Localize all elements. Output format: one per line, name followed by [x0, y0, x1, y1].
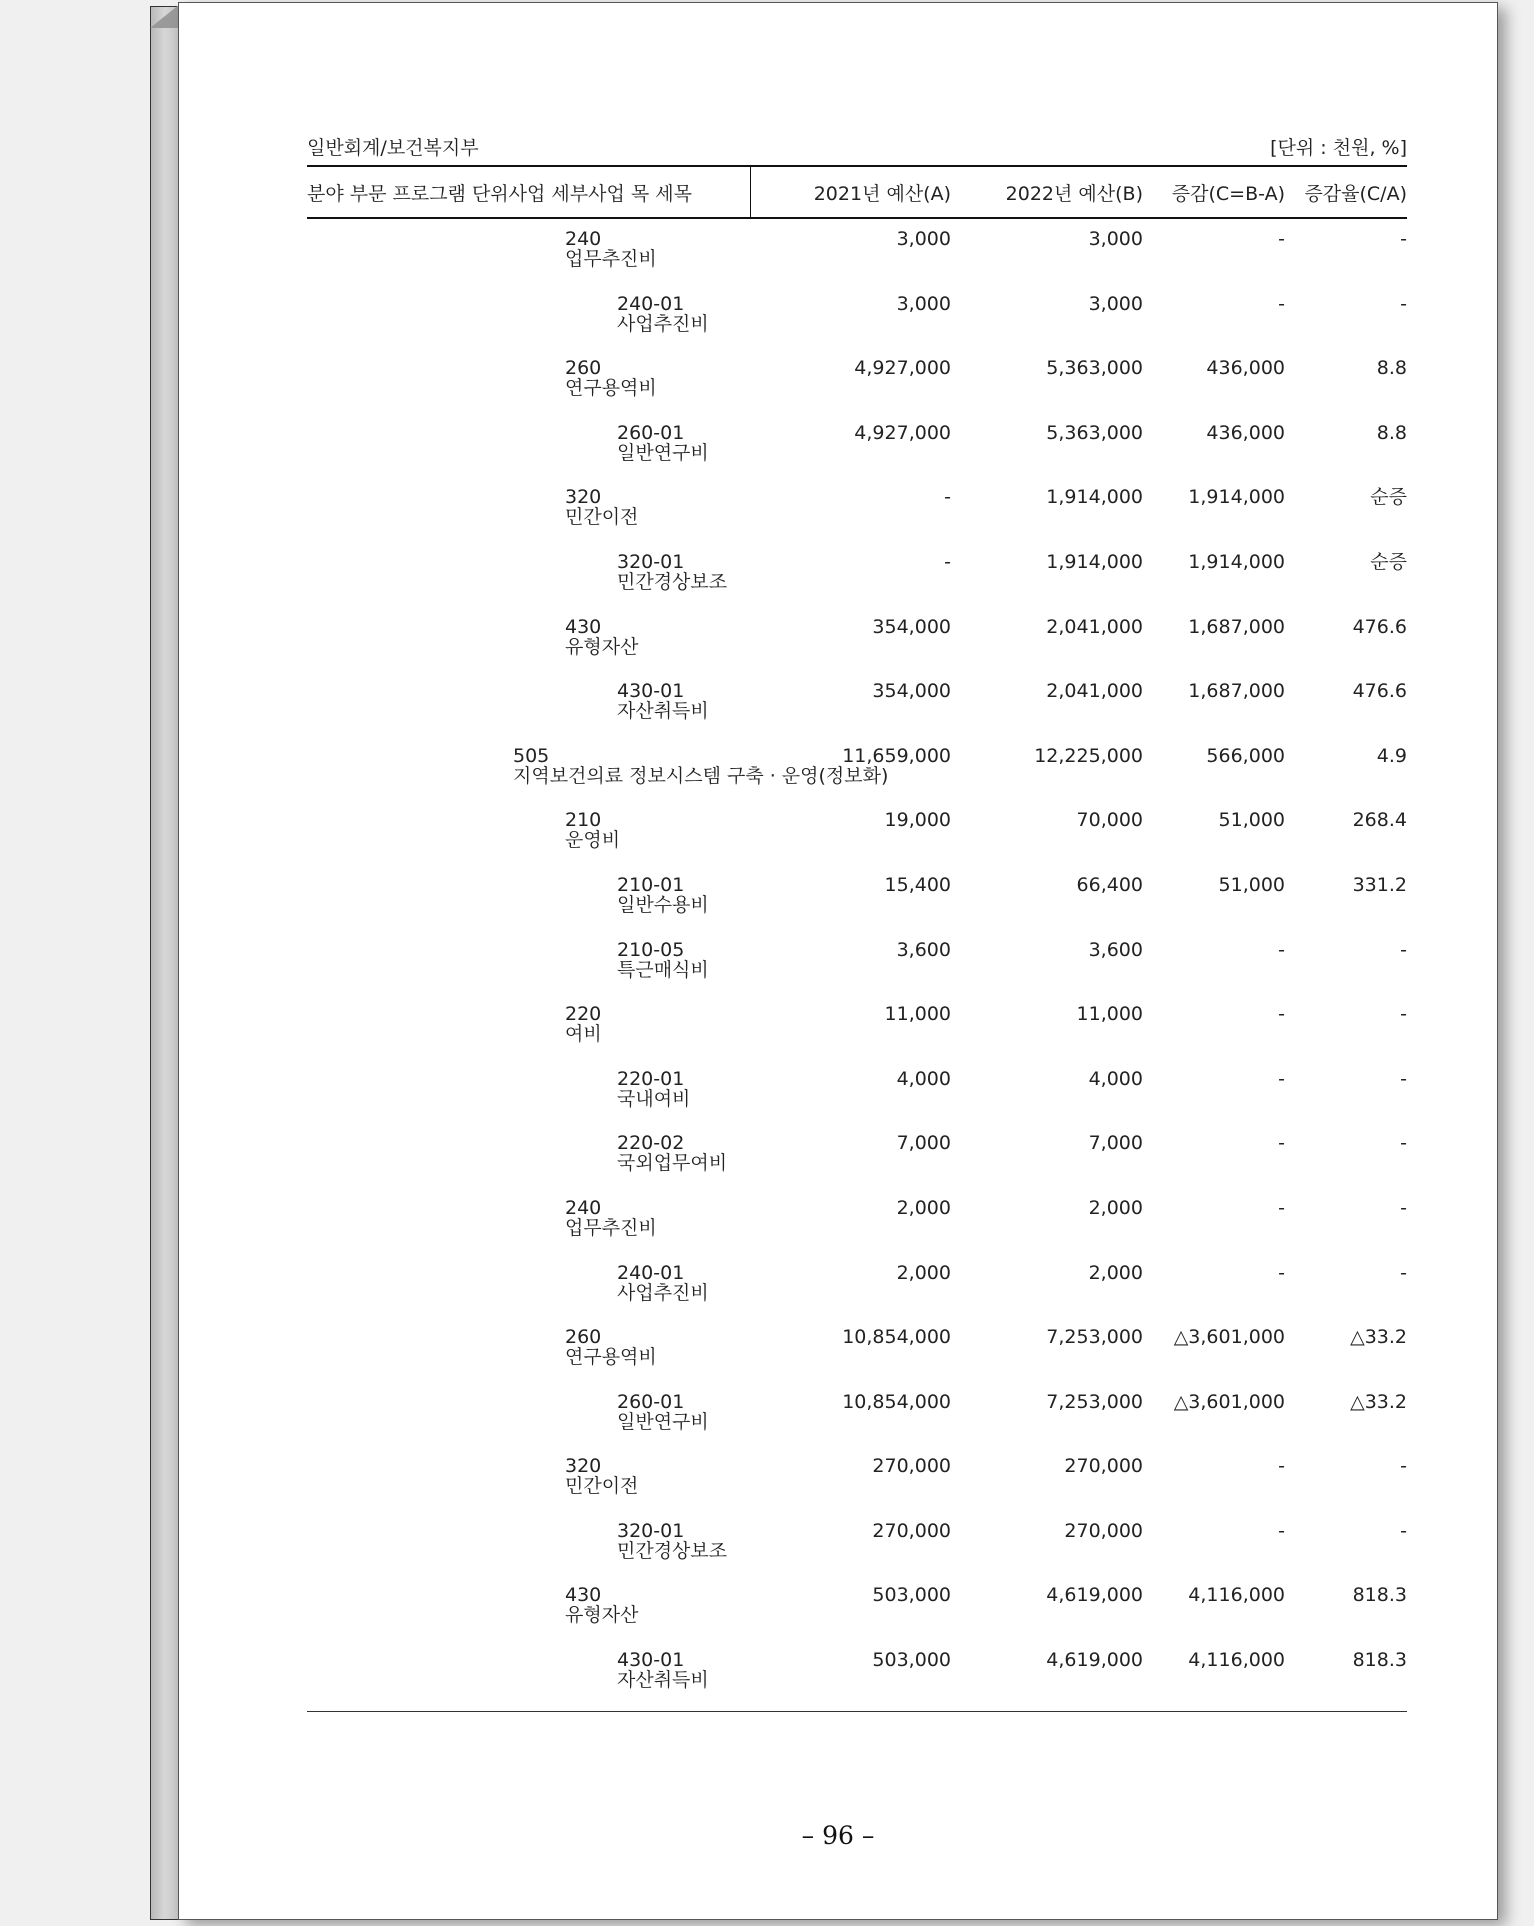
row-name: 자산취득비 — [617, 1669, 709, 1692]
change-amount-cell: 566,000 — [1206, 744, 1285, 767]
row-item — [307, 423, 751, 488]
change-amount-cell: - — [1278, 228, 1285, 250]
row-name: 일반연구비 — [617, 441, 709, 464]
row-code: 320 — [565, 1455, 602, 1478]
change-rate-cell: △33.2 — [1350, 1390, 1407, 1413]
change-amount-cell: 1,914,000 — [1188, 486, 1285, 509]
row-item — [307, 681, 751, 746]
row-name: 여비 — [565, 1023, 602, 1046]
row-item — [307, 875, 751, 940]
change-amount-cell: - — [1278, 1196, 1285, 1219]
row-code: 240-01 — [617, 1261, 685, 1284]
budget-2021-cell: 354,000 — [872, 680, 951, 703]
table-row — [307, 1133, 1407, 1198]
budget-2022-cell: 1,914,000 — [1046, 550, 1143, 573]
table-row — [307, 617, 1407, 682]
row-item — [307, 940, 751, 1005]
budget-2022-cell: 2,000 — [1088, 1196, 1143, 1219]
budget-2022-cell: 270,000 — [1064, 1519, 1143, 1542]
change-amount-cell: △3,601,000 — [1173, 1390, 1285, 1413]
change-rate-cell: 8.8 — [1376, 421, 1407, 444]
budget-2021-cell: 3,600 — [896, 938, 951, 961]
table-row — [307, 552, 1407, 617]
column-header-2021: 2021년 예산(A) — [813, 182, 951, 205]
row-name: 업무추진비 — [565, 248, 657, 270]
row-code: 260-01 — [617, 421, 685, 444]
row-item — [307, 487, 751, 552]
budget-2021-cell: 3,000 — [896, 228, 951, 250]
table-row — [307, 1585, 1407, 1650]
change-rate-cell: 268.4 — [1352, 809, 1407, 832]
budget-2021-cell: 4,000 — [896, 1067, 951, 1090]
row-name: 국외업무여비 — [617, 1152, 728, 1175]
table-body — [307, 219, 1407, 1715]
change-rate-cell: - — [1400, 1455, 1407, 1478]
change-rate-cell: 818.3 — [1352, 1649, 1407, 1672]
table-row — [307, 1198, 1407, 1263]
budget-2022-cell: 4,000 — [1088, 1067, 1143, 1090]
row-item — [307, 1521, 751, 1586]
change-amount-cell: 1,687,000 — [1188, 615, 1285, 638]
budget-2022-cell: 2,000 — [1088, 1261, 1143, 1284]
table-row — [307, 1263, 1407, 1328]
budget-2022-cell: 3,600 — [1088, 938, 1143, 961]
column-header-rate: 증감율(C/A) — [1304, 182, 1407, 205]
change-amount-cell: - — [1278, 1132, 1285, 1155]
row-item — [307, 1263, 751, 1328]
column-header — [307, 167, 1407, 219]
budget-2022-cell: 7,253,000 — [1046, 1390, 1143, 1413]
row-item — [307, 1650, 751, 1715]
row-item — [307, 229, 751, 294]
change-amount-cell: - — [1278, 1003, 1285, 1026]
change-rate-cell: - — [1400, 1196, 1407, 1219]
change-amount-cell: - — [1278, 1067, 1285, 1090]
change-rate-cell: 818.3 — [1352, 1584, 1407, 1607]
change-rate-cell: - — [1400, 1519, 1407, 1542]
row-name: 사업추진비 — [617, 312, 709, 335]
change-amount-cell: 1,687,000 — [1188, 680, 1285, 703]
row-code: 320 — [565, 486, 602, 509]
budget-2021-cell: 10,854,000 — [842, 1390, 951, 1413]
budget-2021-cell: 3,000 — [896, 292, 951, 315]
budget-2022-cell: 3,000 — [1088, 292, 1143, 315]
change-amount-cell: - — [1278, 1455, 1285, 1478]
budget-2021-cell: 503,000 — [872, 1649, 951, 1672]
row-code: 210 — [565, 809, 602, 832]
row-code: 210-01 — [617, 873, 685, 896]
budget-2021-cell: 270,000 — [872, 1455, 951, 1478]
table-row — [307, 294, 1407, 359]
row-code: 505 — [513, 744, 550, 767]
row-code: 320-01 — [617, 550, 685, 573]
change-rate-cell: 476.6 — [1352, 615, 1407, 638]
budget-2022-cell: 4,619,000 — [1046, 1584, 1143, 1607]
row-item — [307, 294, 751, 359]
budget-2021-cell: 15,400 — [884, 873, 951, 896]
change-rate-cell: - — [1400, 1132, 1407, 1155]
table-row — [307, 681, 1407, 746]
table-row — [307, 1456, 1407, 1521]
budget-2022-cell: 7,000 — [1088, 1132, 1143, 1155]
row-code: 430 — [565, 1584, 602, 1607]
row-name: 연구용역비 — [565, 1346, 657, 1369]
change-rate-cell: - — [1400, 1003, 1407, 1026]
table-row — [307, 1327, 1407, 1392]
row-name: 연구용역비 — [565, 377, 657, 400]
unit-label: [단위 : 천원, %] — [1270, 137, 1407, 159]
budget-2021-cell: 2,000 — [896, 1196, 951, 1219]
change-amount-cell: 51,000 — [1218, 809, 1285, 832]
row-item — [307, 1198, 751, 1263]
row-item — [307, 1585, 751, 1650]
budget-2021-cell: 2,000 — [896, 1261, 951, 1284]
book-spine-corner — [150, 4, 180, 28]
table-row — [307, 358, 1407, 423]
row-name: 업무추진비 — [565, 1216, 657, 1239]
budget-2022-cell: 3,000 — [1088, 228, 1143, 250]
budget-2022-cell: 270,000 — [1064, 1455, 1143, 1478]
column-header-2022: 2022년 예산(B) — [1005, 182, 1143, 205]
budget-2022-cell: 4,619,000 — [1046, 1649, 1143, 1672]
change-rate-cell: 8.8 — [1376, 357, 1407, 380]
document-page — [178, 2, 1498, 1920]
page-number: – 96 – — [801, 1821, 875, 1850]
budget-table — [307, 133, 1407, 1712]
table-row — [307, 875, 1407, 940]
change-amount-cell: - — [1278, 292, 1285, 315]
row-item — [307, 744, 889, 811]
account-label: 일반회계/보건복지부 — [307, 137, 479, 159]
budget-2022-cell: 5,363,000 — [1046, 357, 1143, 380]
budget-2022-cell: 7,253,000 — [1046, 1326, 1143, 1349]
row-item — [307, 1004, 751, 1069]
row-name: 일반연구비 — [617, 1410, 709, 1433]
budget-2021-cell: 503,000 — [872, 1584, 951, 1607]
table-row — [307, 810, 1407, 875]
row-code: 220 — [565, 1003, 602, 1026]
table-row — [307, 1521, 1407, 1586]
row-item — [307, 1069, 751, 1134]
change-amount-cell: 4,116,000 — [1188, 1649, 1285, 1672]
row-name: 자산취득비 — [617, 700, 709, 723]
change-amount-cell: △3,601,000 — [1173, 1326, 1285, 1349]
table-row — [307, 229, 1407, 294]
table-row — [307, 746, 1407, 811]
budget-2021-cell: - — [944, 486, 951, 509]
budget-2022-cell: 66,400 — [1076, 873, 1143, 896]
change-rate-cell: 331.2 — [1352, 873, 1407, 896]
row-code: 260 — [565, 357, 602, 380]
budget-2021-cell: 11,659,000 — [842, 744, 951, 767]
row-name: 특근매식비 — [617, 958, 709, 981]
budget-2022-cell: 11,000 — [1076, 1003, 1143, 1026]
table-row — [307, 1069, 1407, 1134]
change-amount-cell: - — [1278, 938, 1285, 961]
table-row — [307, 487, 1407, 552]
table-row — [307, 940, 1407, 1005]
row-item — [307, 1392, 751, 1457]
row-name: 민간경상보조 — [617, 570, 728, 593]
budget-2021-cell: 11,000 — [884, 1003, 951, 1026]
budget-2022-cell: 1,914,000 — [1046, 486, 1143, 509]
table-row — [307, 1650, 1407, 1715]
row-name: 유형자산 — [565, 635, 639, 658]
change-rate-cell: - — [1400, 1261, 1407, 1284]
row-name: 민간경상보조 — [617, 1539, 728, 1562]
row-name: 지역보건의료 정보시스템 구축 · 운영(정보화) — [513, 764, 889, 787]
change-amount-cell: 51,000 — [1218, 873, 1285, 896]
row-name: 사업추진비 — [617, 1281, 709, 1304]
column-header-change: 증감(C=B-A) — [1171, 182, 1285, 205]
column-header-label: 분야 부문 프로그램 단위사업 세부사업 목 세목 — [307, 167, 751, 217]
row-name: 운영비 — [565, 829, 621, 852]
change-rate-cell: - — [1400, 292, 1407, 315]
change-rate-cell: - — [1400, 938, 1407, 961]
row-name: 민간이전 — [565, 506, 639, 529]
budget-2021-cell: 4,927,000 — [854, 357, 951, 380]
row-code: 430 — [565, 615, 602, 638]
budget-2022-cell: 5,363,000 — [1046, 421, 1143, 444]
row-item — [307, 358, 751, 423]
table-row — [307, 1004, 1407, 1069]
row-code: 220-01 — [617, 1067, 685, 1090]
budget-2021-cell: 7,000 — [896, 1132, 951, 1155]
budget-2021-cell: - — [944, 550, 951, 573]
row-item — [307, 552, 751, 617]
row-code: 430-01 — [617, 680, 685, 703]
row-item — [307, 810, 751, 875]
change-rate-cell: - — [1400, 228, 1407, 250]
row-code: 260 — [565, 1326, 602, 1349]
budget-2022-cell: 70,000 — [1076, 809, 1143, 832]
row-item — [307, 1327, 751, 1392]
change-amount-cell: - — [1278, 1519, 1285, 1542]
budget-2022-cell: 2,041,000 — [1046, 615, 1143, 638]
row-code: 260-01 — [617, 1390, 685, 1413]
change-rate-cell: 476.6 — [1352, 680, 1407, 703]
row-name: 국내여비 — [617, 1087, 691, 1110]
change-amount-cell: 436,000 — [1206, 421, 1285, 444]
row-code: 240-01 — [617, 292, 685, 315]
budget-2021-cell: 19,000 — [884, 809, 951, 832]
table-row — [307, 423, 1407, 488]
table-caption — [307, 133, 1407, 163]
row-item — [307, 1133, 751, 1198]
change-amount-cell: - — [1278, 1261, 1285, 1284]
budget-2022-cell: 12,225,000 — [1034, 744, 1143, 767]
row-name: 일반수용비 — [617, 893, 709, 916]
row-name: 민간이전 — [565, 1475, 639, 1498]
row-code: 240 — [565, 228, 602, 250]
row-item — [307, 617, 751, 682]
change-rate-cell: 순증 — [1370, 486, 1407, 509]
change-rate-cell: 4.9 — [1376, 744, 1407, 767]
budget-2022-cell: 2,041,000 — [1046, 680, 1143, 703]
row-code: 430-01 — [617, 1649, 685, 1672]
table-row — [307, 1392, 1407, 1457]
budget-2021-cell: 270,000 — [872, 1519, 951, 1542]
change-rate-cell: - — [1400, 1067, 1407, 1090]
change-rate-cell: △33.2 — [1350, 1326, 1407, 1349]
change-amount-cell: 4,116,000 — [1188, 1584, 1285, 1607]
row-code: 210-05 — [617, 938, 685, 961]
budget-2021-cell: 354,000 — [872, 615, 951, 638]
change-rate-cell: 순증 — [1370, 550, 1407, 573]
row-code: 220-02 — [617, 1132, 685, 1155]
row-item — [307, 1456, 751, 1521]
row-name: 유형자산 — [565, 1604, 639, 1627]
budget-2021-cell: 4,927,000 — [854, 421, 951, 444]
change-amount-cell: 436,000 — [1206, 357, 1285, 380]
row-code: 240 — [565, 1196, 602, 1219]
row-code: 320-01 — [617, 1519, 685, 1542]
change-amount-cell: 1,914,000 — [1188, 550, 1285, 573]
budget-2021-cell: 10,854,000 — [842, 1326, 951, 1349]
